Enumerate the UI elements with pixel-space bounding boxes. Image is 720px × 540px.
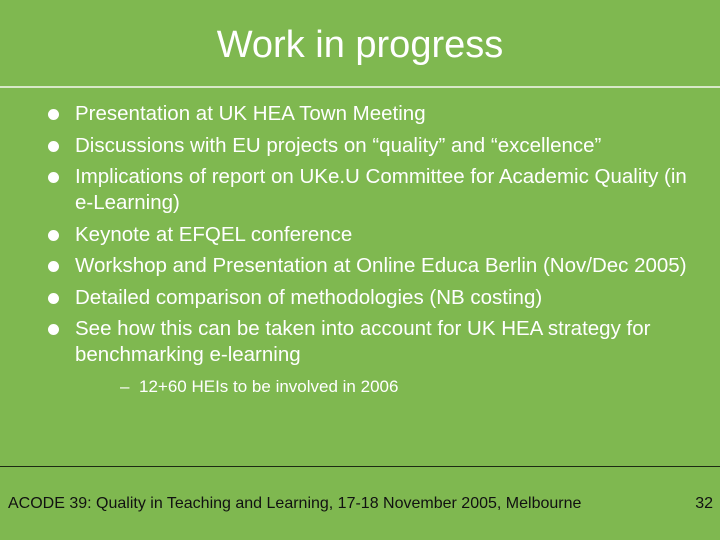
bullet-text: Presentation at UK HEA Town Meeting xyxy=(75,102,426,125)
title-band xyxy=(0,0,720,88)
sub-bullet xyxy=(120,376,708,398)
bullet-dot-icon xyxy=(48,324,59,335)
bullet-text: Implications of report on UKe.U Committee for Academic Quality (in e-Learning) xyxy=(75,165,687,214)
bullet-item xyxy=(48,316,708,398)
bullet-dot-icon xyxy=(48,109,59,120)
bullet-dot-icon xyxy=(48,293,59,304)
bullet-item xyxy=(48,253,708,279)
bullet-item xyxy=(48,133,708,159)
bullet-text: Keynote at EFQEL conference xyxy=(75,222,353,246)
footer-divider xyxy=(0,466,720,467)
bullet-text: See how this can be taken into account for UK HEA strategy for benchmarking e-learning xyxy=(75,317,651,366)
slide-title: Work in progress xyxy=(216,24,504,66)
bullet-item xyxy=(48,285,708,311)
bullet-dot-icon xyxy=(48,230,59,241)
bullet-dot-icon xyxy=(48,261,59,272)
footer-text: ACODE 39: Quality in Teaching and Learning, 17-18 November 2005, Melbourne xyxy=(8,495,582,512)
page-number: 32 xyxy=(695,495,713,512)
bullet-text: Workshop and Presentation at Online Educa Berlin (Nov/Dec 2005) xyxy=(75,254,687,277)
bullet-text: Discussions with EU projects on “quality” and “excellence” xyxy=(75,133,602,157)
bullet-item xyxy=(48,222,708,248)
bullet-text: Detailed comparison of methodologies (NB costing) xyxy=(75,285,543,309)
slide-content xyxy=(48,101,708,404)
dash-icon: – xyxy=(120,377,130,396)
sub-bullet-text: 12+60 HEIs to be involved in 2006 xyxy=(139,377,399,396)
bullet-dot-icon xyxy=(48,172,59,183)
bullet-dot-icon xyxy=(48,141,59,152)
bullet-item xyxy=(48,164,708,216)
bullet-item xyxy=(48,101,708,127)
bullet-list xyxy=(48,101,708,398)
